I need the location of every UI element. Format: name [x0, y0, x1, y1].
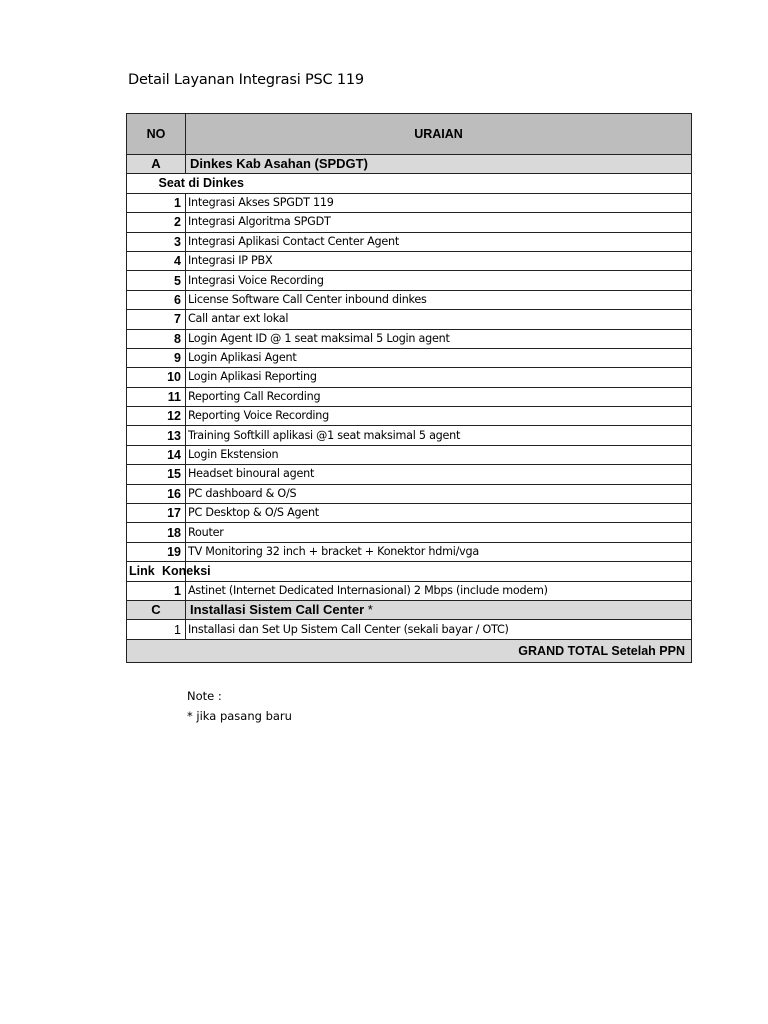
item-number: 13 [127, 426, 186, 445]
table-row [127, 504, 692, 523]
seat-label: Seat di Dinkes [158, 176, 244, 191]
table-row [127, 213, 692, 232]
item-description: Integrasi Voice Recording [186, 271, 692, 290]
item-number: 12 [127, 407, 186, 426]
item-number: 1 [127, 193, 186, 212]
item-description: Login Aplikasi Reporting [186, 368, 692, 387]
item-description: Integrasi Aplikasi Contact Center Agent [186, 232, 692, 251]
grand-total-label: GRAND TOTAL Setelah PPN [127, 639, 692, 662]
section-a-title: Dinkes Kab Asahan (SPDGT) [186, 155, 692, 174]
koneksi-label: Koneksi [162, 564, 211, 579]
notes [187, 686, 292, 726]
document-title: Detail Layanan Integrasi PSC 119 [128, 72, 364, 88]
item-number: 4 [127, 251, 186, 270]
table-row [127, 523, 692, 542]
item-number: 11 [127, 387, 186, 406]
item-description: PC Desktop & O/S Agent [186, 504, 692, 523]
item-number: 17 [127, 504, 186, 523]
seat-row [127, 174, 692, 193]
item-description: PC dashboard & O/S [186, 484, 692, 503]
header-uraian: URAIAN [186, 114, 692, 155]
item-number: 9 [127, 348, 186, 367]
item-number: 18 [127, 523, 186, 542]
section-c-row [127, 600, 692, 619]
item-number: 1 [127, 620, 186, 639]
table-row [127, 581, 692, 600]
section-c-title: Installasi Sistem Call Center [190, 602, 365, 618]
item-number: 1 [127, 581, 186, 600]
item-number: 6 [127, 290, 186, 309]
note-label: Note : [187, 689, 222, 703]
table-row [127, 542, 692, 561]
section-c-code: C [127, 600, 186, 619]
table-row [127, 193, 692, 212]
item-description: Login Agent ID @ 1 seat maksimal 5 Login agent [186, 329, 692, 348]
item-description: Login Ekstension [186, 445, 692, 464]
service-table [126, 113, 692, 663]
item-description: Integrasi Akses SPGDT 119 [186, 193, 692, 212]
item-number: 10 [127, 368, 186, 387]
item-number: 3 [127, 232, 186, 251]
item-description: Astinet (Internet Dedicated Internasional) 2 Mbps (include modem) [186, 581, 692, 600]
table-row [127, 329, 692, 348]
item-number: 7 [127, 310, 186, 329]
table-row [127, 251, 692, 270]
link-label: Link [129, 564, 155, 579]
note-line: * jika pasang baru [187, 709, 292, 723]
item-description: Training Softkill aplikasi @1 seat maksimal 5 agent [186, 426, 692, 445]
item-description: Integrasi Algoritma SPGDT [186, 213, 692, 232]
item-number: 14 [127, 445, 186, 464]
table-row [127, 426, 692, 445]
table-row [127, 348, 692, 367]
table-row [127, 271, 692, 290]
table-row [127, 290, 692, 309]
table-row [127, 407, 692, 426]
item-description: Installasi dan Set Up Sistem Call Center (sekali bayar / OTC) [186, 620, 692, 639]
table-row [127, 484, 692, 503]
item-number: 19 [127, 542, 186, 561]
item-number: 2 [127, 213, 186, 232]
item-description: Reporting Call Recording [186, 387, 692, 406]
table-row [127, 310, 692, 329]
item-description: Headset binoural agent [186, 465, 692, 484]
table-row [127, 368, 692, 387]
table-row [127, 620, 692, 639]
item-description: Integrasi IP PBX [186, 251, 692, 270]
item-number: 8 [127, 329, 186, 348]
item-number: 16 [127, 484, 186, 503]
item-description: License Software Call Center inbound dinkes [186, 290, 692, 309]
item-description: Login Aplikasi Agent [186, 348, 692, 367]
header-no: NO [127, 114, 186, 155]
grand-total-row [127, 639, 692, 662]
table-row [127, 232, 692, 251]
item-description: Reporting Voice Recording [186, 407, 692, 426]
section-a-row [127, 155, 692, 174]
section-a-code: A [127, 155, 186, 174]
table-row [127, 445, 692, 464]
table-row [127, 465, 692, 484]
section-c-mark: * [364, 602, 373, 618]
table-row [127, 387, 692, 406]
item-description: Router [186, 523, 692, 542]
item-number: 5 [127, 271, 186, 290]
item-description: TV Monitoring 32 inch + bracket + Konektor hdmi/vga [186, 542, 692, 561]
table-header-row [127, 114, 692, 155]
item-number: 15 [127, 465, 186, 484]
link-koneksi-row [127, 562, 692, 581]
item-description: Call antar ext lokal [186, 310, 692, 329]
